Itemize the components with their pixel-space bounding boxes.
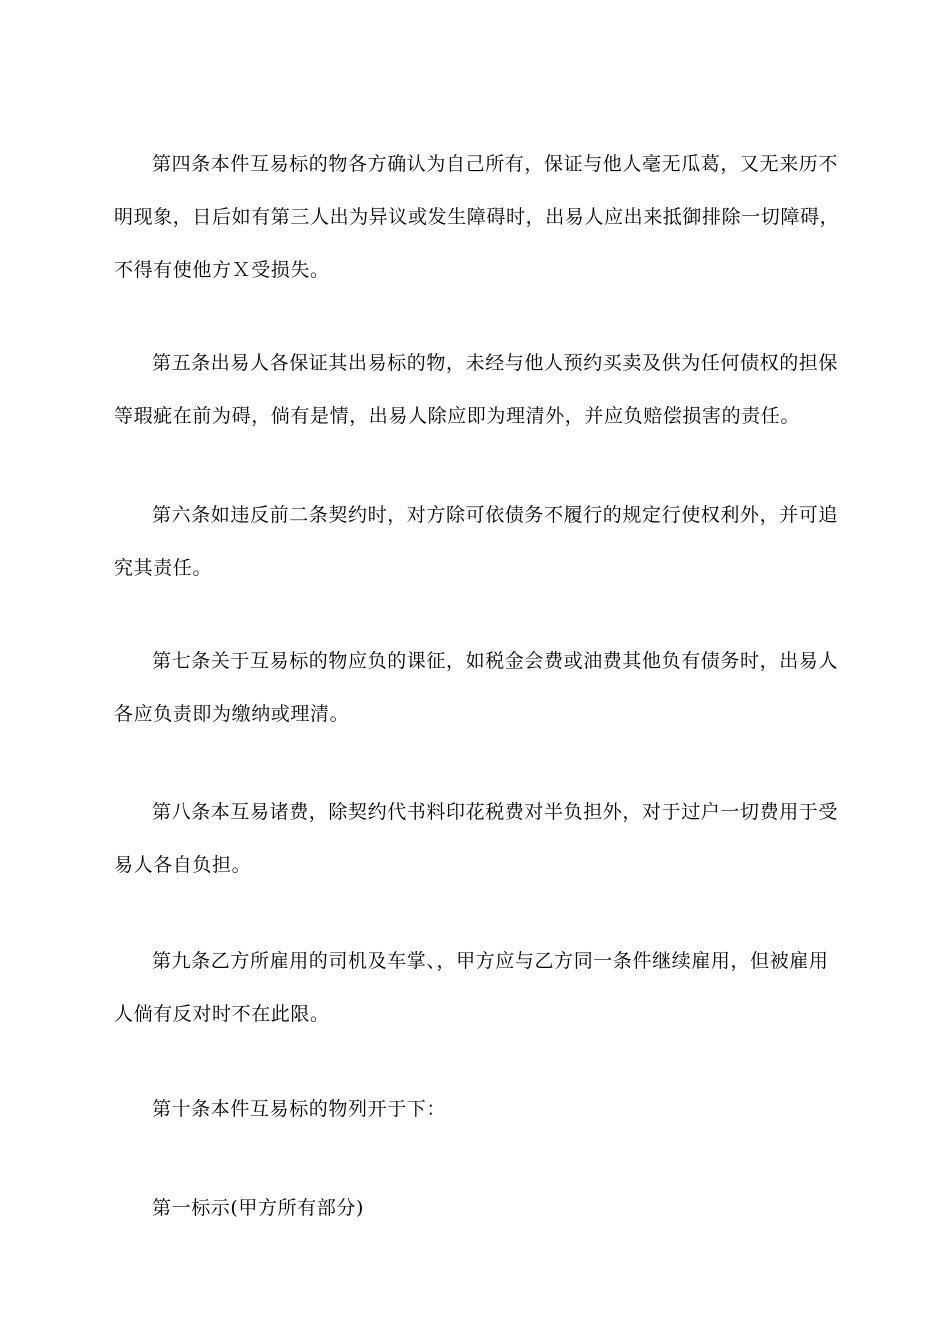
paragraph-article-9 — [114, 935, 836, 1041]
text-line: 各应负责即为缴纳或理清。 — [114, 703, 350, 725]
paragraph-article-4 — [114, 138, 840, 297]
paragraph-article-6 — [114, 489, 839, 595]
text-line: 不得有使他方Ｘ受损失。 — [114, 259, 330, 281]
text-line: 第一标示(甲方所有部分) — [152, 1197, 365, 1219]
text-line: 第七条关于互易标的物应负的课征，如税金会费或油费其他负有债务时，出易人 — [152, 650, 839, 672]
text-line: 第九条乙方所雇用的司机及车掌、，甲方应与乙方同一条件继续雇用，但被雇用 — [152, 950, 829, 972]
text-line: 明现象，日后如有第三人出为异议或发生障碍时，出易人应出来抵御排除一切障碍， — [114, 206, 840, 228]
paragraph-article-7 — [114, 635, 839, 741]
text-line: 第十条本件互易标的物列开于下： — [152, 1098, 447, 1120]
paragraph-schedule-1 — [114, 1182, 836, 1235]
paragraph-article-8 — [114, 786, 839, 892]
text-line: 易人各自负担。 — [114, 854, 252, 876]
paragraph-article-5 — [114, 337, 839, 443]
text-line: 第六条如违反前二条契约时，对方除可依债务不履行的规定行使权利外，并可追 — [152, 504, 839, 526]
text-line: 第五条出易人各保证其出易标的物，未经与他人预约买卖及供为任何债权的担保 — [152, 352, 839, 374]
text-line: 等瑕疵在前为碍，倘有是情，出易人除应即为理清外，并应负赔偿损害的责任。 — [114, 405, 801, 427]
text-line: 究其责任。 — [114, 557, 213, 579]
paragraph-article-10 — [114, 1083, 836, 1136]
text-line: 人倘有反对时不在此限。 — [114, 1003, 330, 1025]
text-line: 第八条本互易诸费，除契约代书料印花税费对半负担外，对于过户一切费用于受 — [152, 801, 839, 823]
text-line: 第四条本件互易标的物各方确认为自己所有，保证与他人毫无瓜葛，又无来历不 — [152, 153, 839, 175]
